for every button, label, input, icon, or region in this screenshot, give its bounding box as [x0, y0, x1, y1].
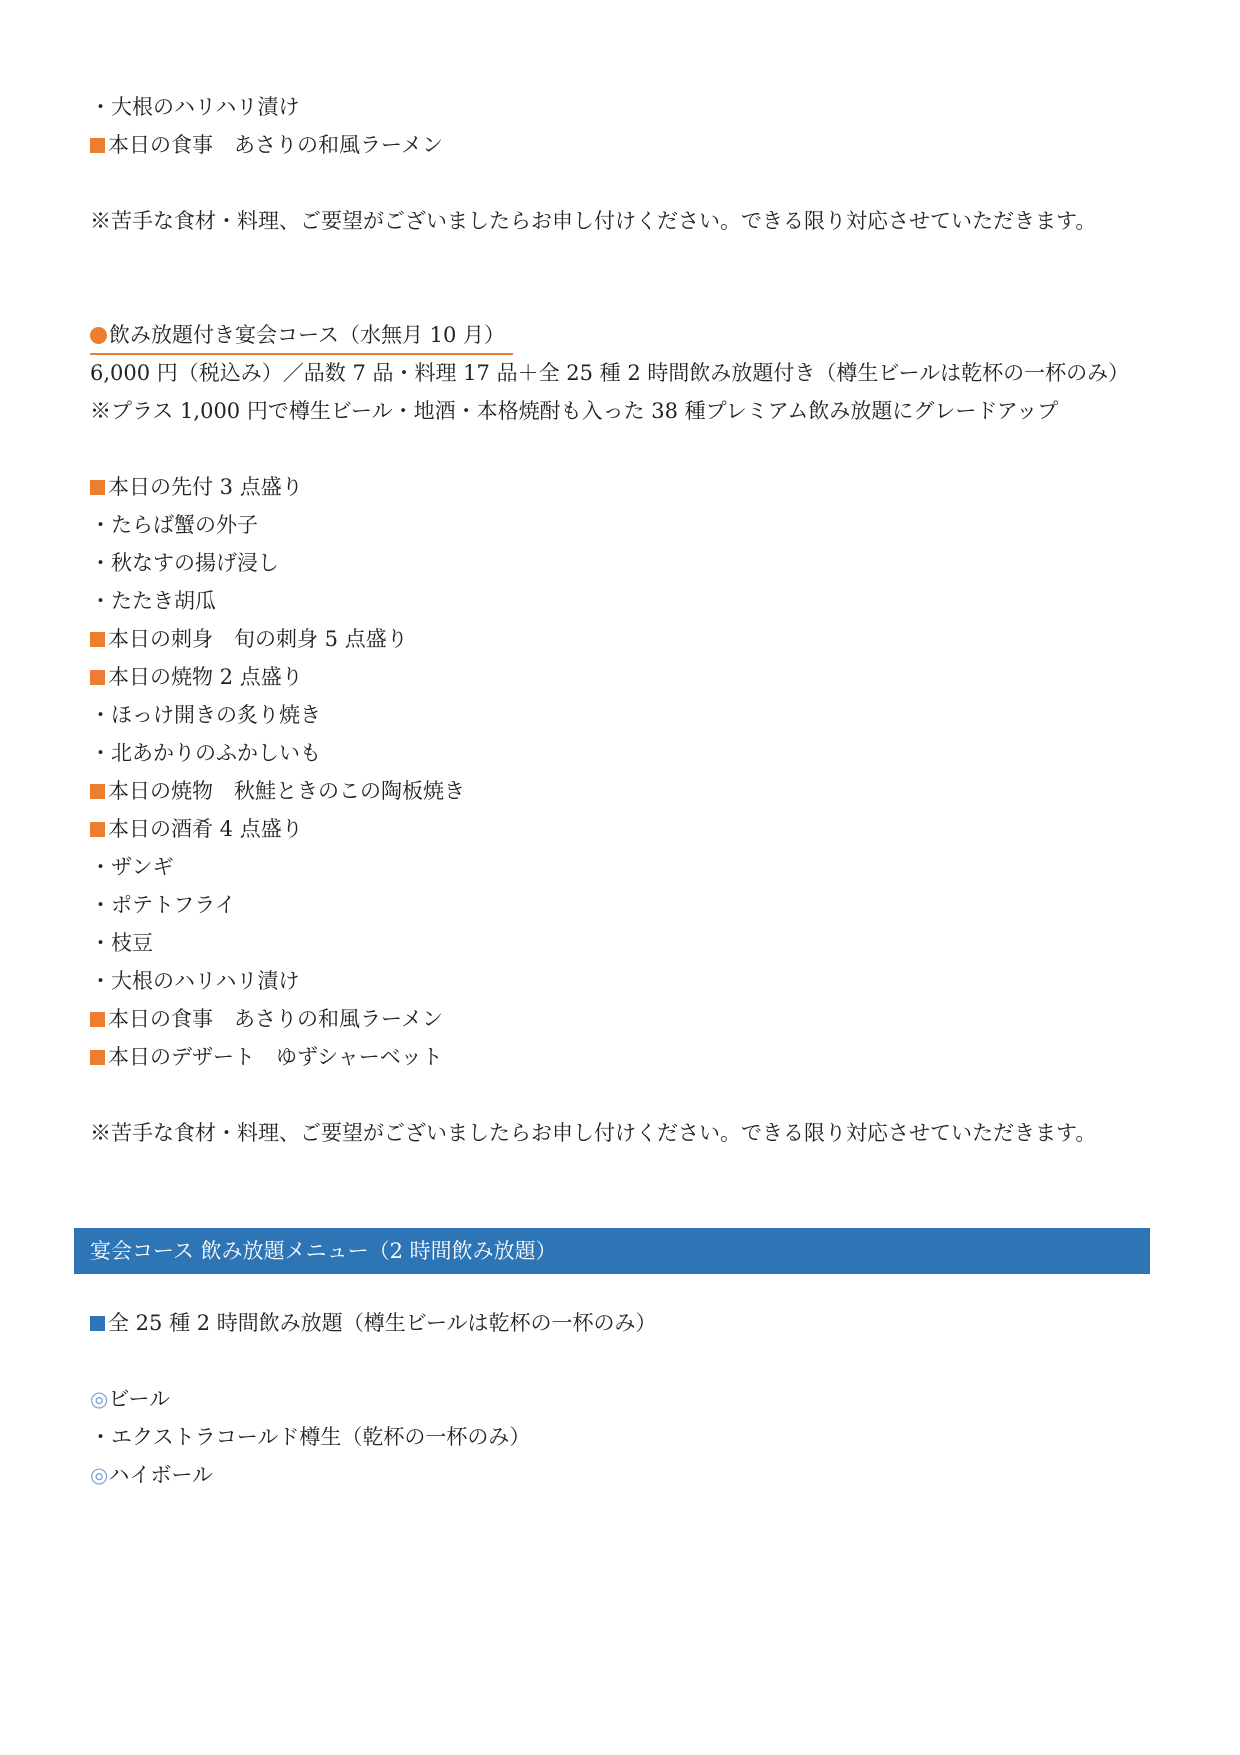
orange-square-icon: [90, 784, 105, 799]
menu-item-bullet: ・枝豆: [90, 931, 153, 955]
menu-item-label: 本日の焼物 2 点盛り: [108, 665, 303, 689]
course-heading-underline: [90, 317, 513, 355]
menu-item-label: 本日の食事 あさりの和風ラーメン: [108, 1007, 443, 1031]
menu-item-bullet: ・たたき胡瓜: [90, 589, 216, 613]
orange-circle-icon: [90, 327, 107, 344]
orange-square-icon: [90, 1050, 105, 1065]
double-circle-icon: ◎: [90, 1463, 109, 1487]
course-heading-text: 飲み放題付き宴会コース（水無月 10 月）: [109, 323, 506, 347]
menu-item-bullet: ・ポテトフライ: [90, 893, 236, 917]
drinks-section-title: 宴会コース 飲み放題メニュー（2 時間飲み放題）: [90, 1239, 557, 1263]
menu-item-bullet: ・ザンギ: [90, 855, 174, 879]
menu-item-square: [90, 620, 1150, 658]
menu-item-bullet: ・秋なすの揚げ浸し: [90, 551, 279, 575]
menu-item-label: 本日の酒肴 4 点盛り: [108, 817, 303, 841]
allergy-note: ※苦手な食材・料理、ご要望がございましたらお申し付けください。できる限り対応させていただきます。: [90, 209, 1097, 233]
drink-item: ・エクストラコールド樽生（乾杯の一杯のみ）: [90, 1425, 531, 1449]
course-heading: [90, 316, 1150, 354]
drink-category-beer: [90, 1380, 1150, 1418]
menu-item-square: [90, 658, 1150, 696]
menu-item-square: [90, 1000, 1150, 1038]
course-upgrade-line: ※プラス 1,000 円で樽生ビール・地酒・本格焼酎も入った 38 種プレミアム飲み放題にグレードアップ: [90, 399, 1059, 423]
drink-category-label: ハイボール: [108, 1463, 213, 1487]
menu-item-label: 本日の先付 3 点盛り: [108, 475, 303, 499]
drink-plan: [90, 1304, 1150, 1342]
drink-plan-label: 全 25 種 2 時間飲み放題（樽生ビールは乾杯の一杯のみ）: [108, 1311, 657, 1335]
orange-square-icon: [90, 138, 105, 153]
orange-square-icon: [90, 822, 105, 837]
menu-item-bullet: ・大根のハリハリ漬け: [90, 95, 300, 119]
menu-item-square: [90, 126, 1150, 164]
orange-square-icon: [90, 1012, 105, 1027]
blue-square-icon: [90, 1316, 105, 1331]
menu-item-bullet: ・北あかりのふかしいも: [90, 741, 321, 765]
menu-item-square: [90, 772, 1150, 810]
drink-category-highball: [90, 1456, 1150, 1494]
double-circle-icon: ◎: [90, 1387, 109, 1411]
menu-item-square: [90, 810, 1150, 848]
menu-item-label: 本日の焼物 秋鮭ときのこの陶板焼き: [108, 779, 465, 803]
course-menu-list: [90, 468, 1150, 1076]
drink-category-label: ビール: [108, 1387, 171, 1411]
document-content: [90, 88, 1150, 1494]
menu-item-label: 本日のデザート ゆずシャーベット: [108, 1045, 443, 1069]
orange-square-icon: [90, 670, 105, 685]
allergy-note: ※苦手な食材・料理、ご要望がございましたらお申し付けください。できる限り対応させていただきます。: [90, 1121, 1097, 1145]
menu-item-label: 本日の食事 あさりの和風ラーメン: [108, 133, 443, 157]
menu-item-bullet: ・たらば蟹の外子: [90, 513, 258, 537]
menu-item-square: [90, 468, 1150, 506]
orange-square-icon: [90, 632, 105, 647]
menu-item-label: 本日の刺身 旬の刺身 5 点盛り: [108, 627, 408, 651]
menu-item-bullet: ・ほっけ開きの炙り焼き: [90, 703, 321, 727]
course-price-line: 6,000 円（税込み）／品数 7 品・料理 17 品＋全 25 種 2 時間飲み放題付き（樽生ビールは乾杯の一杯のみ）: [90, 361, 1130, 385]
menu-item-bullet: ・大根のハリハリ漬け: [90, 969, 300, 993]
menu-item-square: [90, 1038, 1150, 1076]
orange-square-icon: [90, 480, 105, 495]
drinks-section-band: [74, 1228, 1150, 1274]
